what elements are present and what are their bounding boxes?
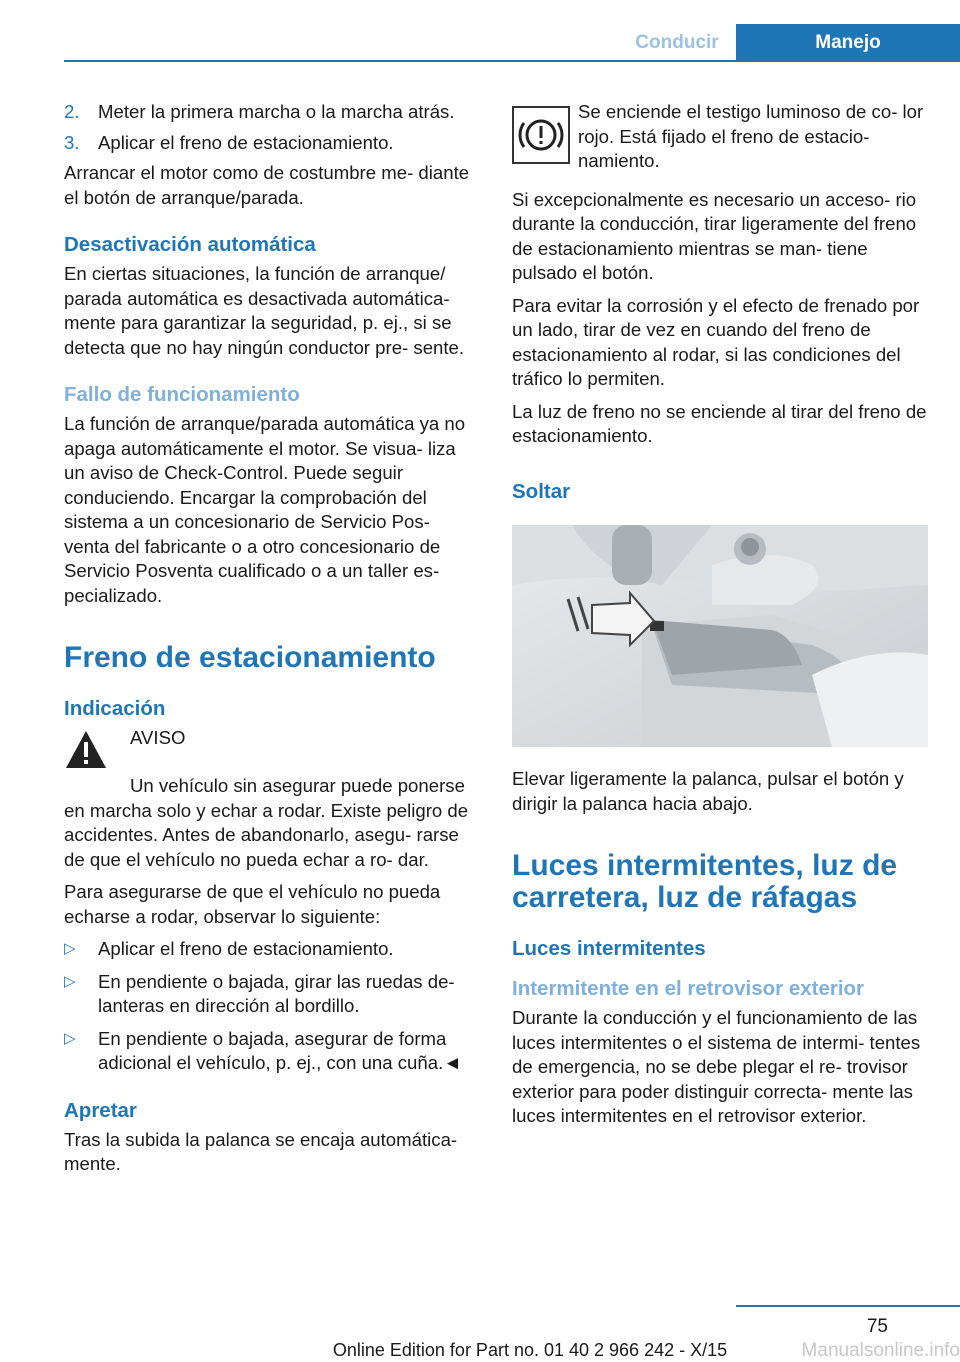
- header-rule: [64, 60, 960, 62]
- heading-desactivacion: Desactivación automática: [64, 233, 316, 256]
- heading-retrovisor: Intermitente en el retrovisor exterior: [512, 977, 865, 1000]
- step-2: [64, 100, 476, 125]
- right-column: [512, 100, 928, 1137]
- bullet-arrow-icon: ▷: [64, 940, 76, 957]
- left-column: [64, 100, 476, 1185]
- warning-triangle-icon: [64, 728, 108, 772]
- warning-block: [64, 726, 476, 772]
- paragraph-retrovisor: Durante la conducción y el funcionamiento de las luces intermitentes o el sistema de intermi‐ tentes de emergencia, no se debe plegar el re‐ trovisor exterior para poder distinguir correcta‐ mente las luces intermitentes en el retrovisor exterior.: [512, 1007, 921, 1126]
- paragraph-apretar: Tras la subida la palanca se encaja automática‐ mente.: [64, 1128, 458, 1174]
- paragraph-elevar: Elevar ligeramente la palanca, pulsar el botón y dirigir la palanca hacia abajo.: [512, 768, 904, 814]
- bullet-arrow-icon: ▷: [64, 972, 76, 990]
- heading-indicacion: Indicación: [64, 697, 166, 720]
- heading-luces-intermitentes: Luces intermitentes: [512, 937, 706, 960]
- parking-brake-photo: [512, 525, 928, 747]
- parking-brake-indicator: [512, 100, 928, 174]
- paragraph-luz-freno: La luz de freno no se enciende al tirar del freno de estacionamiento.: [512, 400, 927, 446]
- list-item-text: En pendiente o bajada, asegurar de forma adicional el vehículo, p. ej., con una cuña.◄: [98, 1027, 462, 1073]
- paragraph-arrancar: Arrancar el motor como de costumbre me‐ diante el botón de arranque/parada.: [64, 162, 470, 208]
- step-text: Aplicar el freno de estacionamiento.: [98, 131, 394, 153]
- edition-note: Online Edition for Part no. 01 40 2 966 242 - X/15: [332, 1340, 728, 1360]
- list-item: [64, 937, 476, 962]
- step-text: Meter la primera marcha o la marcha atrás.: [98, 101, 455, 122]
- tab-conducir[interactable]: Conducir: [635, 32, 719, 53]
- paragraph-corrosion: Para evitar la corrosión y el efecto de frenado por un lado, tirar de vez en cuando del freno de estacionamiento al rodar, si las condiciones del tráfico lo permiten.: [512, 294, 920, 389]
- tab-manejo[interactable]: Manejo: [736, 24, 960, 61]
- list-item-text: En pendiente o bajada, girar las ruedas de‐ lanteras en dirección al bordillo.: [98, 970, 455, 1016]
- list-item: [64, 970, 476, 1019]
- heading-luces: Luces intermitentes, luz de carretera, luz de ráfagas: [512, 849, 898, 914]
- warning-label: AVISO: [130, 727, 186, 748]
- page-number: 75: [866, 1316, 888, 1337]
- bullet-arrow-icon: ▷: [64, 1029, 76, 1047]
- heading-freno-estacionamiento: Freno de estacionamiento: [64, 641, 436, 674]
- paragraph-fallo: La función de arranque/parada automática ya no apaga automáticamente el motor. Se visua‐ liza un aviso de Check-Control. Puede seguir conduciendo. Encargar la comprobación del sistema a un concesionario de Servicio Pos‐ venta del fabricante o a otro concesionario de Servicio Posventa cualificado o a un taller es‐ pecializado.: [64, 413, 466, 606]
- list-item: [64, 1027, 476, 1076]
- watermark: Manualsonline.info: [801, 1340, 960, 1361]
- step-number: 2.: [64, 101, 80, 122]
- parking-brake-warning-icon: [512, 106, 570, 164]
- heading-apretar: Apretar: [64, 1098, 137, 1122]
- step-3: [64, 131, 476, 156]
- paragraph-asegurarse: Para asegurarse de que el vehículo no pueda echarse a rodar, observar lo siguiente:: [64, 881, 441, 927]
- list-item-text: Aplicar el freno de estacionamiento.: [98, 938, 394, 959]
- paragraph-acceso: Si excepcionalmente es necesario un acceso‐ rio durante la conducción, tirar ligeramente del freno de estacionamiento mientras se man‐ tiene pulsado el botón.: [512, 188, 917, 283]
- heading-fallo: Fallo de funcionamiento: [64, 383, 300, 406]
- step-number: 3.: [64, 131, 80, 153]
- paragraph-testigo: Se enciende el testigo luminoso de co‐ lor rojo. Está fijado el freno de estacio‐ namiento.: [578, 101, 924, 171]
- heading-soltar: Soltar: [512, 479, 571, 503]
- paragraph-desactivacion: En ciertas situaciones, la función de arranque/ parada automática es desactivada automática‐ mente para garantizar la seguridad, p. ej., si se detecta que no hay ningún conductor pre‐ sente.: [64, 263, 465, 358]
- footer-rule: [736, 1305, 960, 1307]
- warning-text: Un vehículo sin asegurar puede ponerse en marcha solo y echar a rodar. Existe peligro de accidentes. Antes de abandonarlo, asegu‐ rarse de que el vehículo no pueda echar a ro‐ dar.: [64, 775, 469, 870]
